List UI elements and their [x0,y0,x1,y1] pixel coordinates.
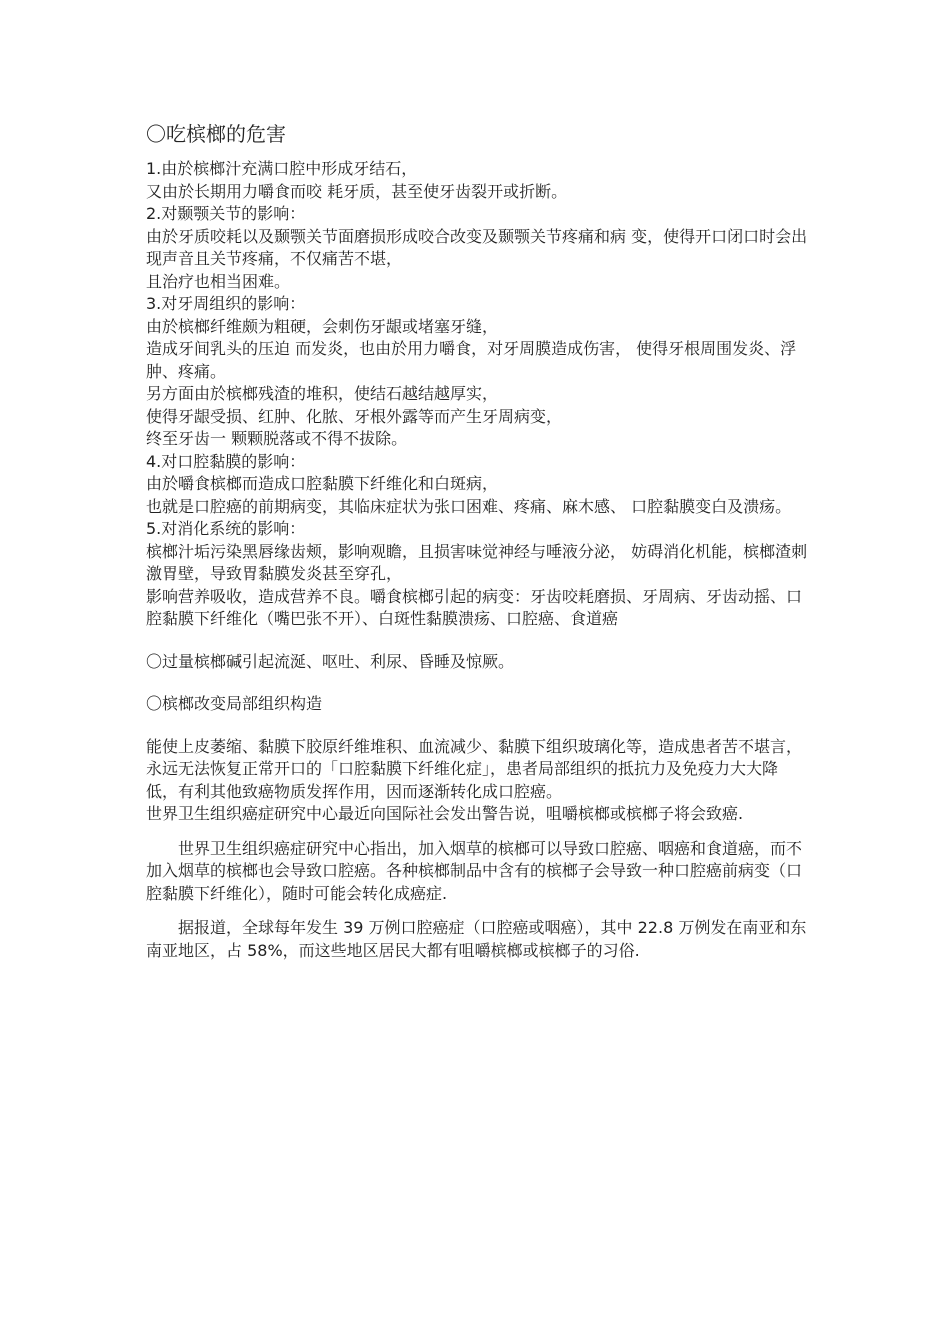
paragraph: 能使上皮萎缩、黏膜下胶原纤维堆积、血流减少、黏膜下组织玻璃化等，造成患者苦不堪言，永远无法恢复正常开口的「口腔黏膜下纤维化症」，患者局部组织的抵抗力及免疫力大大降低，有利其他致癌物质发挥作用，因而逐渐转化成口腔癌。 [146,736,803,801]
section-heading: 4.对口腔黏膜的影响： [146,451,306,471]
spacer [146,673,808,693]
text-line: 由於牙质咬耗以及颞颚关节面磨损形成咬合改变及颞颚关节疼痛和病 变，使得开口闭口时会出现声音且关节疼痛，不仅痛苦不堪， [146,226,808,268]
section-heading: 3.对牙周组织的影响： [146,294,306,313]
bullet-item: 〇过量槟榔碱引起流涎、呕吐、利尿、昏睡及惊厥。 [146,651,515,671]
text-line: 终至牙齿一 颗颗脱落或不得不拔除。 [146,429,408,448]
document-page [146,120,808,962]
text-line: 1.由於槟榔汁充满口腔中形成牙结石， [146,159,418,178]
text-line: 影响营养吸收，造成营养不良。嚼食槟榔引起的病变：牙齿咬耗磨损、牙周病、牙齿动摇、口腔黏膜下纤维化（嘴巴张不开）、白斑性黏膜溃疡、口腔癌、食道癌 [146,586,803,628]
spacer [146,905,808,917]
document-title: 〇吃槟榔的危害 [146,122,286,146]
text-line: 造成牙间乳头的压迫 而发炎，也由於用力嚼食，对牙周膜造成伤害， 使得牙根周围发炎、浮 肿、疼痛。 [146,339,797,381]
section-heading: 5.对消化系统的影响： [146,519,306,538]
spacer [146,826,808,838]
text-line: 也就是口腔癌的前期病变，其临床症状为张口困难、疼痛、麻木感、 口腔黏膜变白及溃疡。 [146,496,792,516]
paragraph: 世界卫生组织癌症研究中心指出，加入烟草的槟榔可以导致口腔癌、咽癌和食道癌，而不加入烟草的槟榔也会导致口腔癌。各种槟榔制品中含有的槟榔子会导致一种口腔癌前病变（口腔黏膜下纤维化），随时可能会转化成癌症. [146,838,803,903]
text-line: 槟榔汁垢污染黑唇缘齿颊，影响观瞻，且损害味觉神经与唾液分泌， 妨碍消化机能，槟榔渣刺激胃壁，导致胃黏膜发炎甚至穿孔， [146,541,808,583]
paragraph: 世界卫生组织癌症研究中心最近向国际社会发出警告说，咀嚼槟榔或槟榔子将会致癌. [146,804,744,823]
text-line: 另方面由於槟榔残渣的堆积，使结石越结越厚实， [146,384,499,403]
paragraph: 据报道，全球每年发生 39 万例口腔癌症（口腔癌或咽癌），其中 22.8 万例发在南亚和东南亚地区，占 58%，而这些地区居民大都有咀嚼槟榔或槟榔子的习俗. [146,918,807,960]
text-line: 且治疗也相当困难。 [146,271,291,291]
spacer [146,716,808,736]
text-line: 使得牙龈受损、红肿、化脓、牙根外露等而产生牙周病变， [146,406,563,426]
spacer [146,631,808,651]
bullet-item: 〇槟榔改变局部组织构造 [146,694,323,713]
text-line: 又由於长期用力嚼食而咬 耗牙质，甚至使牙齿裂开或折断。 [146,181,568,201]
text-line: 由於嚼食槟榔而造成口腔黏膜下纤维化和白斑病， [146,474,499,493]
section-heading: 2.对颞颚关节的影响： [146,204,306,223]
text-line: 由於槟榔纤维颇为粗硬，会刺伤牙龈或堵塞牙缝， [146,316,499,336]
